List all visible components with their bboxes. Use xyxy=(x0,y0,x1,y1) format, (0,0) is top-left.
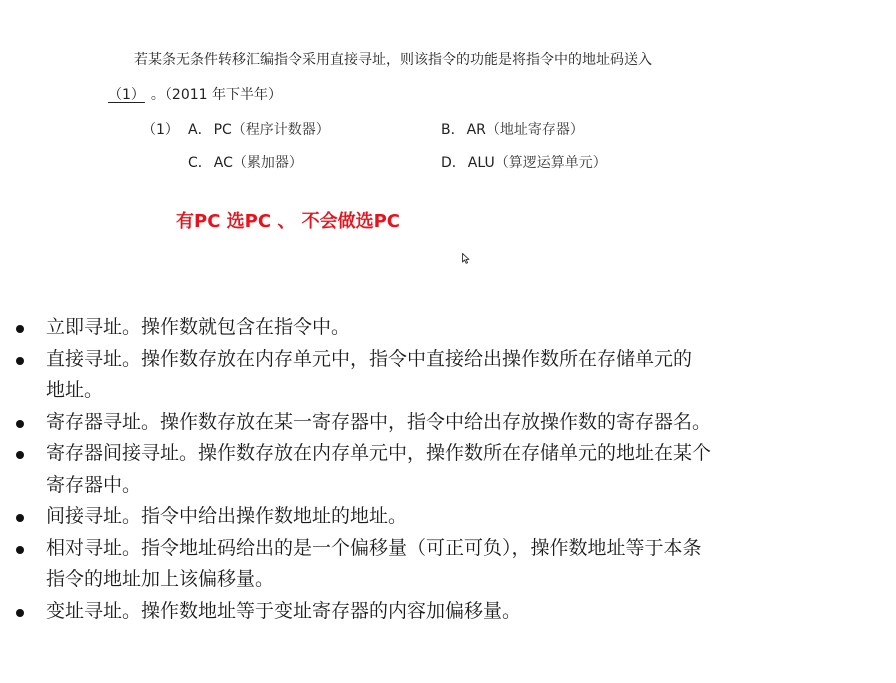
list-item-text: 寄存器寻址。操作数存放在某一寄存器中，指令中给出存放操作数的寄存器名。 xyxy=(46,410,712,433)
list-item xyxy=(16,344,816,407)
bullet-icon xyxy=(16,609,24,617)
list-item-text: 寄存器间接寻址。操作数存放在内存单元中，操作数所在存储单元的地址在某个 寄存器中。 xyxy=(46,442,712,496)
bullet-icon xyxy=(16,357,24,365)
list-item xyxy=(16,533,816,596)
question-blank-line xyxy=(104,86,282,104)
option-desc: （地址寄存器） xyxy=(485,122,584,138)
option-letter: B． xyxy=(441,122,465,138)
answer-tip: 有PC 选PC 、 不会做选PC xyxy=(176,211,401,232)
list-item xyxy=(16,407,816,439)
option-letter: C． xyxy=(188,155,212,171)
option-desc: （算逻运算单元） xyxy=(494,155,607,171)
option-code: ALU xyxy=(467,155,495,171)
list-item-text: 立即寻址。操作数就包含在指令中。 xyxy=(46,316,351,338)
list-item-text: 直接寻址。操作数存放在内存单元中，指令中直接给出操作数所在存储单元的 地址。 xyxy=(46,347,693,401)
option-b xyxy=(441,121,584,139)
option-d xyxy=(441,154,607,172)
bullet-icon xyxy=(16,514,24,522)
list-item-text: 变址寻址。操作数地址等于变址寄存器的内容加偏移量。 xyxy=(46,599,522,622)
addressing-modes-list xyxy=(16,312,816,627)
bullet-icon xyxy=(16,451,24,459)
option-code: AR xyxy=(466,122,486,138)
question-stem: 若某条无条件转移汇编指令采用直接寻址，则该指令的功能是将指令中的地址码送入 xyxy=(134,52,652,68)
option-code: AC xyxy=(213,155,233,171)
question-source: 。（2011 年下半年） xyxy=(150,87,283,103)
bullet-icon xyxy=(16,420,24,428)
option-c xyxy=(188,154,303,172)
option-letter: A． xyxy=(188,122,212,138)
option-a xyxy=(188,121,330,139)
list-item-text: 间接寻址。指令中给出操作数地址的地址。 xyxy=(46,505,408,527)
list-item xyxy=(16,438,816,501)
question-number: （1） xyxy=(142,122,179,138)
answer-blank: （1） xyxy=(108,87,145,103)
option-code: PC xyxy=(213,122,232,138)
bullet-icon xyxy=(16,546,24,554)
list-item-text: 相对寻址。指令地址码给出的是一个偏移量（可正可负），操作数地址等于本条 指令的地址加上该偏移量。 xyxy=(46,536,702,590)
option-desc: （程序计数器） xyxy=(231,122,330,138)
list-item xyxy=(16,312,816,344)
bullet-icon xyxy=(16,325,24,333)
list-item xyxy=(16,596,816,628)
list-item xyxy=(16,501,816,533)
option-letter: D． xyxy=(441,155,466,171)
option-desc: （累加器） xyxy=(232,155,303,171)
mouse-pointer-icon xyxy=(462,253,470,264)
